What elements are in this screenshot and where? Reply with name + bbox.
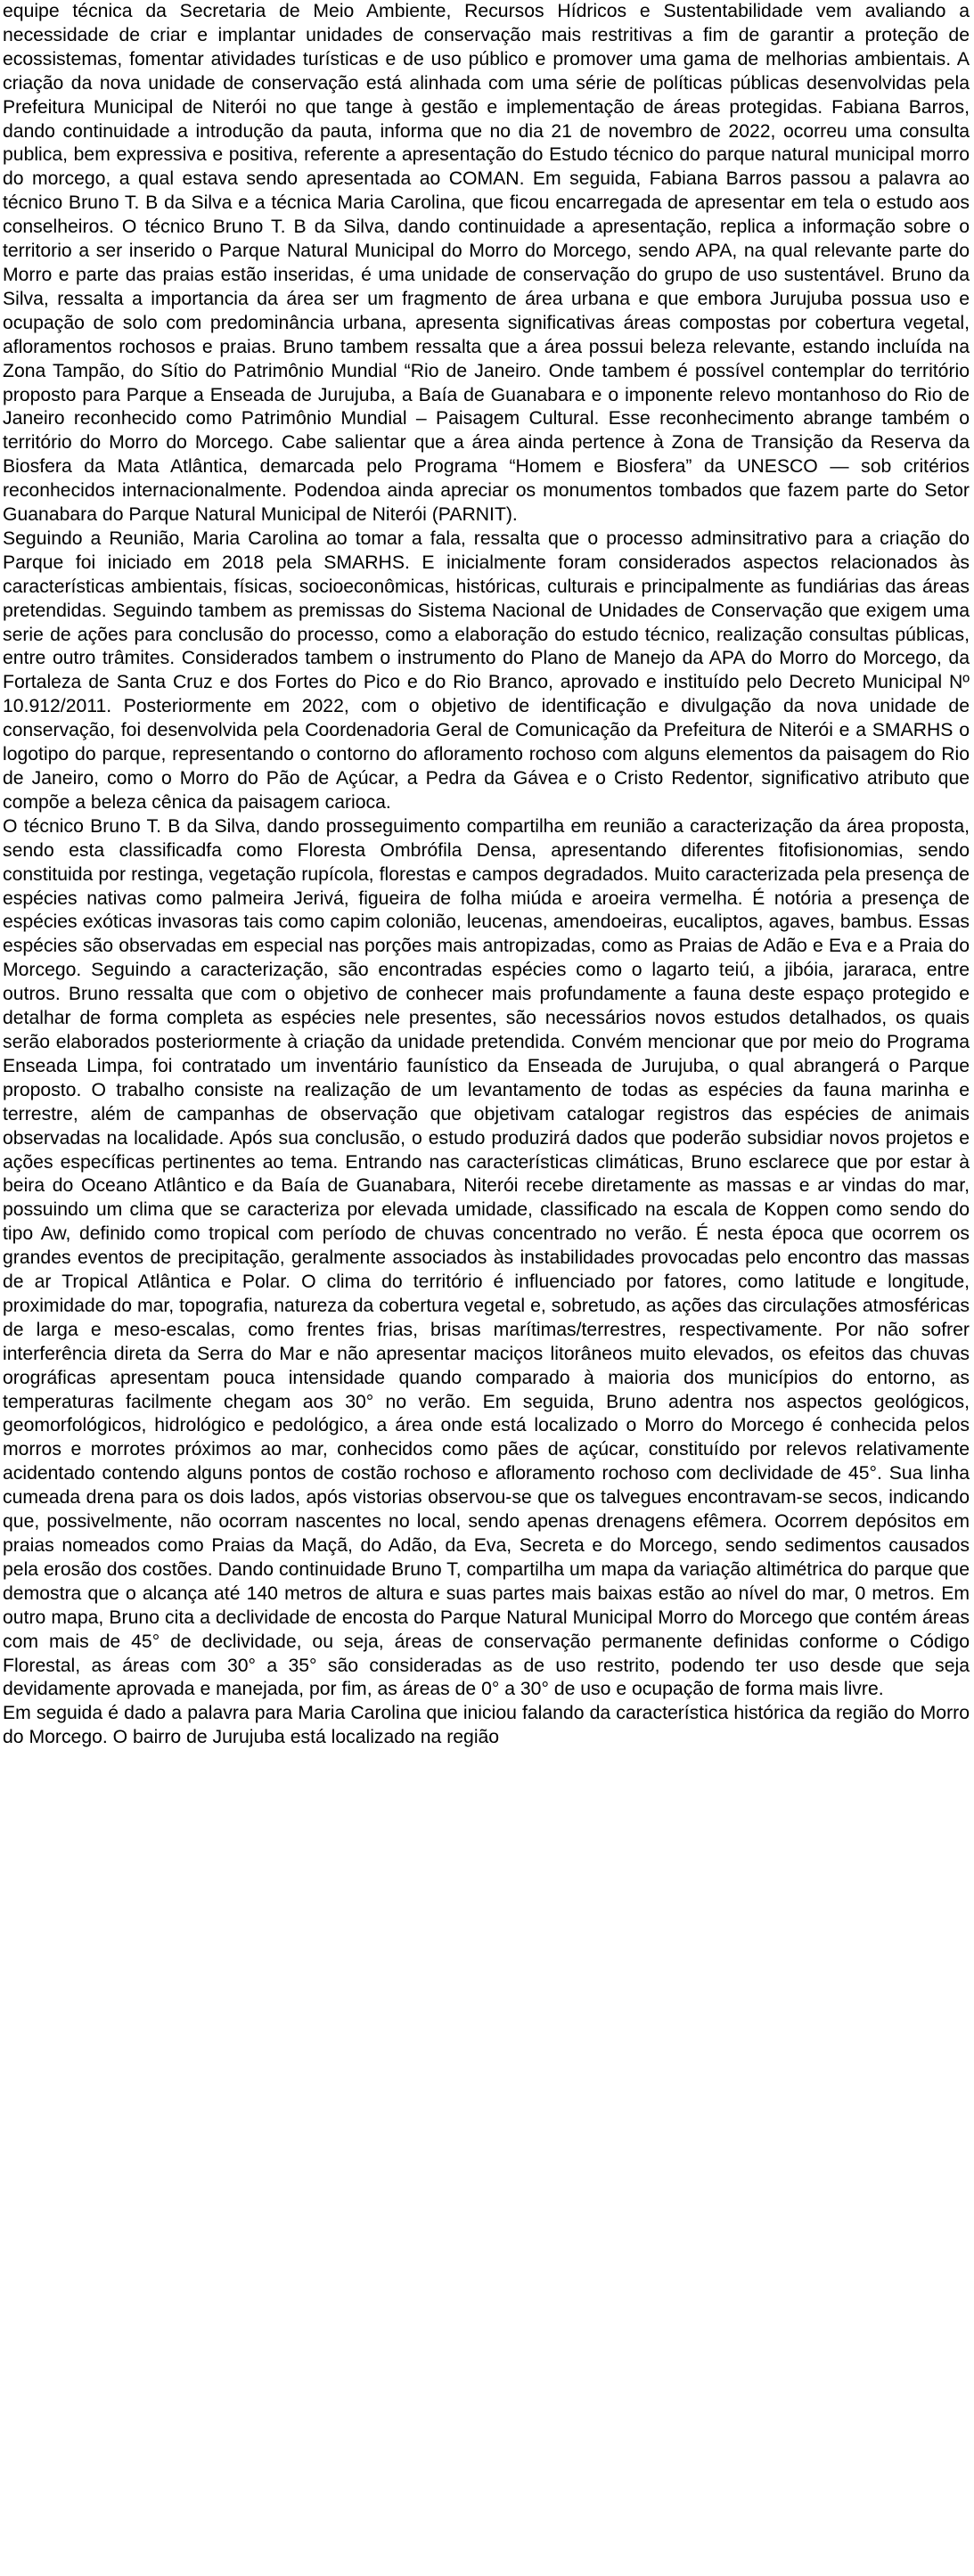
paragraph-maria-carolina-history: Em seguida é dado a palavra para Maria Carolina que iniciou falando da característica histórica da região do Morro do Morcego. O bairro de Jurujuba está localizado na região [3, 1703, 970, 1748]
paragraph-bruno-characterization: O técnico Bruno T. B da Silva, dando prosseguimento compartilha em reunião a caracterização da área proposta, sendo esta classificadfa como Floresta Ombrófila Densa, apresentando diferentes fitofisionomias, sendo constituida por restinga, vegetação rupícola, florestas e campos degradados. Muito caracterizada pela presença de espécies nativas como palmeira Jerivá, figueira de folha miúda e aroeira vermelha. É notória a presença de espécies exóticas invasoras tais como capim colonião, leucenas, amendoeiras, eucaliptos, agaves, bambus. Essas espécies são observadas em especial nas porções mais antropizadas, como as Praias de Adão e Eva e a Praia do Morcego. Seguindo a caracterização, são encontradas espécies como o lagarto teiú, a jibóia, jararaca, entre outros. Bruno ressalta que com o objetivo de conhecer mais profundamente a fauna deste espaço protegido e detalhar de forma completa as espécies nele presentes, são necessários novos estudos detalhados, os quais serão elaborados posteriormente à criação da unidade pretendida. Convém mencionar que por meio do Programa Enseada Limpa, foi contratado um inventário faunístico da Enseada de Jurujuba, o qual abrangerá o Parque proposto. O trabalho consiste na realização de um levantamento de todas as espécies da fauna marinha e terrestre, além de campanhas de observação que objetivam catalogar registros das espécies de animais observadas na localidade. Após sua conclusão, o estudo produzirá dados que poderão subsidiar novos projetos e ações específicas pertinentes ao tema. Entrando nas características climáticas, Bruno esclarece que por estar à beira do Oceano Atlântico e da Baía de Guanabara, Niterói recebe diretamente as massas e ar vindas do mar, possuindo um clima que se caracteriza por elevada umidade, classificado na escala de Koppen como sendo do tipo Aw, definido como tropical com período de chuvas concentrado no verão. É nesta época que ocorrem os grandes eventos de precipitação, geralmente associados às instabilidades provocadas pelo encontro das massas de ar Tropical Atlântica e Polar. O clima do território é influenciado por fatores, como latitude e longitude, proximidade do mar, topografia, natureza da cobertura vegetal e, sobretudo, as ações das circulações atmosféricas de larga e meso-escalas, como frentes frias, brisas marítimas/terrestres, respectivamente. Por não sofrer interferência direta da Serra do Mar e não apresentar maciços litorâneos muito elevados, os efeitos das chuvas orográficas apresentam pouca intensidade quando comparado à maioria dos municípios do entorno, as temperaturas facilmente chegam aos 30° no verão. Em seguida, Bruno adentra nos aspectos geológicos, geomorfológicos, hidrológico e pedológico, a área onde está localizado o Morro do Morcego é conhecida pelos morros e morrotes próximos ao mar, conhecidos como pães de açúcar, constituído por relevos relativamente acidentado contendo alguns pontos de costão rochoso e afloramento rochoso com declividade de 45°. Sua linha cumeada drena para os dois lados, após vistorias observou-se que os talvegues encontravam-se secos, indicando que, possivelmente, não ocorram nascentes no local, sendo apenas drenagens efêmera. Ocorrem depósitos em praias nomeados como Praias da Maçã, do Adão, da Eva, Secreta e do Morcego, sendo sedimentos causados pela erosão dos costões. Dando continuidade Bruno T, compartilha um mapa da variação altimétrica do parque que demostra que o alcança até 140 metros de altura e suas partes mais baixas estão ao nível do mar, 0 metros. Em outro mapa, Bruno cita a declividade de encosta do Parque Natural Municipal Morro do Morcego que contém áreas com mais de 45° de declividade, ou seja, áreas de conservação permanente definidas conforme o Código Florestal, as áreas com 30° a 35° são consideradas as de uso restrito, podendo ter uso desde que seja devidamente aprovada e manejada, por fim, as áreas de 0° a 30° de uso e ocupação de forma mais livre. [3, 815, 970, 1700]
paragraph-intro: equipe técnica da Secretaria de Meio Ambiente, Recursos Hídricos e Sustentabilidade vem avaliando a necessidade de criar e implantar unidades de conservação mais restritivas a fim de garantir a proteção de ecossistemas, fomentar atividades turísticas e de uso público e promover uma gama de melhorias ambientais. A criação da nova unidade de conservação está alinhada com uma série de políticas públicas desenvolvidas pela Prefeitura Municipal de Niterói no que tange à gestão e implementação de áreas protegidas. Fabiana Barros, dando continuidade a introdução da pauta, informa que no dia 21 de novembro de 2022, ocorreu uma consulta publica, bem expressiva e positiva, referente a apresentação do Estudo técnico do parque natural municipal morro do morcego, a qual estava sendo apresentada ao COMAN. Em seguida, Fabiana Barros passou a palavra ao técnico Bruno T. B da Silva e a técnica Maria Carolina, que ficou encarregada de apresentar em tela o estudo aos conselheiros. O técnico Bruno T. B da Silva, dando continuidade a apresentação, replica a informação sobre o territorio a ser inserido o Parque Natural Municipal do Morro do Morcego, sendo APA, na qual relevante parte do Morro e parte das praias estão inseridas, é uma unidade de conservação do grupo de uso sustentável. Bruno da Silva, ressalta a importancia da área ser um fragmento de área urbana e que embora Jurujuba possua uso e ocupação de solo com predominância urbana, apresenta significativas áreas compostas por cobertura vegetal, afloramentos rochosos e praias. Bruno tambem ressalta que a área possui beleza relevante, estando incluída na Zona Tampão, do Sítio do Patrimônio Mundial “Rio de Janeiro. Onde tambem é possível contemplar do território proposto para Parque a Enseada de Jurujuba, a Baía de Guanabara e o imponente relevo montanhoso do Rio de Janeiro reconhecido como Patrimônio Mundial – Paisagem Cultural. Esse reconhecimento abrange também o território do Morro do Morcego. Cabe salientar que a área ainda pertence à Zona de Transição da Reserva da Biosfera da Mata Atlântica, demarcada pelo Programa “Homem e Biosfera” da UNESCO — sob critérios reconhecidos internacionalmente. Podendoa ainda apreciar os monumentos tombados que fazem parte do Setor Guanabara do Parque Natural Municipal de Niterói (PARNIT). [3, 1, 970, 526]
paragraph-maria-carolina-process: Seguindo a Reunião, Maria Carolina ao tomar a fala, ressalta que o processo adminsitrativo para a criação do Parque foi iniciado em 2018 pela SMARHS. E inicialmente foram considerados aspectos relacionados às características ambientais, físicas, socioeconômicas, históricas, culturais e principalmente as fundiárias das áreas pretendidas. Seguindo tambem as premissas do Sistema Nacional de Unidades de Conservação que exigem uma serie de ações para conclusão do processo, como a elaboração do estudo técnico, realização consultas públicas, entre outro trâmites. Considerados tambem o instrumento do Plano de Manejo da APA do Morro do Morcego, da Fortaleza de Santa Cruz e dos Fortes do Pico e do Rio Branco, aprovado e instituído pelo Decreto Municipal Nº 10.912/2011. Posteriormente em 2022, com o objetivo de identificação e divulgação da nova unidade de conservação, foi desenvolvida pela Coordenadoria Geral de Comunicação da Prefeitura de Niterói e a SMARHS o logotipo do parque, representando o contorno do afloramento rochoso com alguns elementos da paisagem do Rio de Janeiro, como o Morro do Pão de Açúcar, a Pedra da Gávea e o Cristo Redentor, significativo atributo que compõe a beleza cênica da paisagem carioca. [3, 527, 970, 813]
document-body [3, 0, 970, 1750]
